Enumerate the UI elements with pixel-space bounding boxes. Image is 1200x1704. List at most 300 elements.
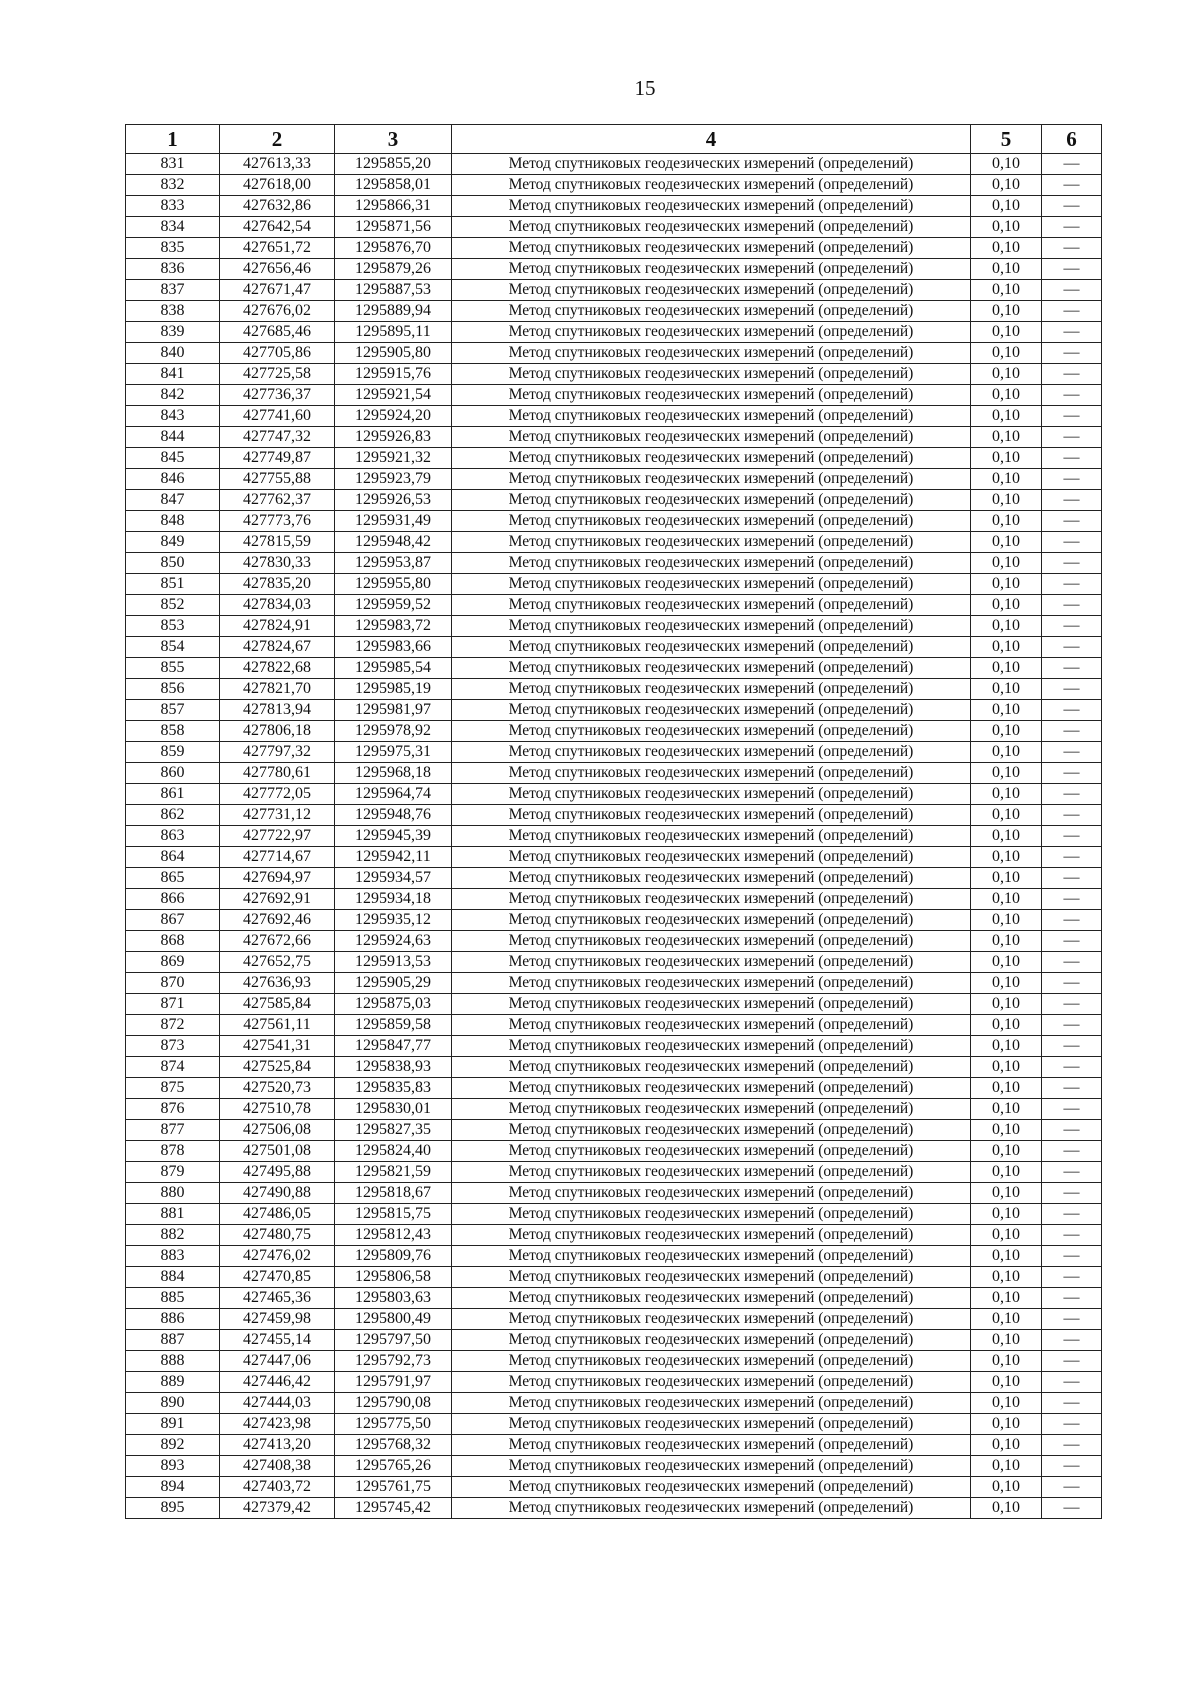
x-coordinate-cell: 427685,46	[220, 322, 335, 343]
note-cell: —	[1042, 427, 1102, 448]
point-number-cell: 889	[126, 1372, 220, 1393]
accuracy-cell: 0,10	[971, 217, 1042, 238]
method-cell: Метод спутниковых геодезических измерений (определений)	[452, 1309, 971, 1330]
method-cell: Метод спутниковых геодезических измерений (определений)	[452, 364, 971, 385]
point-number-cell: 860	[126, 763, 220, 784]
table-row	[126, 217, 1102, 238]
column-header-method: 4	[452, 125, 971, 154]
x-coordinate-cell: 427797,32	[220, 742, 335, 763]
table-row	[126, 1477, 1102, 1498]
table-row	[126, 301, 1102, 322]
table-row	[126, 1162, 1102, 1183]
point-number-cell: 855	[126, 658, 220, 679]
method-cell: Метод спутниковых геодезических измерений (определений)	[452, 973, 971, 994]
point-number-cell: 890	[126, 1393, 220, 1414]
table-row	[126, 679, 1102, 700]
note-cell: —	[1042, 805, 1102, 826]
point-number-cell: 868	[126, 931, 220, 952]
x-coordinate-cell: 427651,72	[220, 238, 335, 259]
table-row	[126, 700, 1102, 721]
y-coordinate-cell: 1295942,11	[335, 847, 452, 868]
accuracy-cell: 0,10	[971, 1015, 1042, 1036]
y-coordinate-cell: 1295926,53	[335, 490, 452, 511]
note-cell: —	[1042, 1372, 1102, 1393]
accuracy-cell: 0,10	[971, 1498, 1042, 1519]
x-coordinate-cell: 427613,33	[220, 154, 335, 175]
note-cell: —	[1042, 826, 1102, 847]
point-number-cell: 859	[126, 742, 220, 763]
note-cell: —	[1042, 301, 1102, 322]
method-cell: Метод спутниковых геодезических измерений (определений)	[452, 1267, 971, 1288]
point-number-cell: 883	[126, 1246, 220, 1267]
table-row	[126, 1246, 1102, 1267]
y-coordinate-cell: 1295775,50	[335, 1414, 452, 1435]
accuracy-cell: 0,10	[971, 1330, 1042, 1351]
x-coordinate-cell: 427446,42	[220, 1372, 335, 1393]
table-row	[126, 1267, 1102, 1288]
x-coordinate-cell: 427749,87	[220, 448, 335, 469]
accuracy-cell: 0,10	[971, 637, 1042, 658]
method-cell: Метод спутниковых геодезических измерений (определений)	[452, 763, 971, 784]
y-coordinate-cell: 1295859,58	[335, 1015, 452, 1036]
y-coordinate-cell: 1295955,80	[335, 574, 452, 595]
y-coordinate-cell: 1295985,19	[335, 679, 452, 700]
note-cell: —	[1042, 889, 1102, 910]
note-cell: —	[1042, 1414, 1102, 1435]
method-cell: Метод спутниковых геодезических измерений (определений)	[452, 1288, 971, 1309]
note-cell: —	[1042, 910, 1102, 931]
table-row	[126, 1141, 1102, 1162]
x-coordinate-cell: 427403,72	[220, 1477, 335, 1498]
table-row	[126, 364, 1102, 385]
table-row	[126, 1414, 1102, 1435]
x-coordinate-cell: 427692,46	[220, 910, 335, 931]
accuracy-cell: 0,10	[971, 616, 1042, 637]
accuracy-cell: 0,10	[971, 469, 1042, 490]
table-row	[126, 1288, 1102, 1309]
y-coordinate-cell: 1295975,31	[335, 742, 452, 763]
accuracy-cell: 0,10	[971, 1204, 1042, 1225]
point-number-cell: 882	[126, 1225, 220, 1246]
y-coordinate-cell: 1295790,08	[335, 1393, 452, 1414]
method-cell: Метод спутниковых геодезических измерений (определений)	[452, 889, 971, 910]
note-cell: —	[1042, 448, 1102, 469]
y-coordinate-cell: 1295905,29	[335, 973, 452, 994]
note-cell: —	[1042, 952, 1102, 973]
x-coordinate-cell: 427822,68	[220, 658, 335, 679]
table-row	[126, 406, 1102, 427]
x-coordinate-cell: 427618,00	[220, 175, 335, 196]
y-coordinate-cell: 1295815,75	[335, 1204, 452, 1225]
accuracy-cell: 0,10	[971, 154, 1042, 175]
method-cell: Метод спутниковых геодезических измерений (определений)	[452, 1498, 971, 1519]
point-number-cell: 839	[126, 322, 220, 343]
table-row	[126, 1225, 1102, 1246]
table-row	[126, 1036, 1102, 1057]
point-number-cell: 874	[126, 1057, 220, 1078]
accuracy-cell: 0,10	[971, 847, 1042, 868]
accuracy-cell: 0,10	[971, 1099, 1042, 1120]
x-coordinate-cell: 427694,97	[220, 868, 335, 889]
method-cell: Метод спутниковых геодезических измерений (определений)	[452, 847, 971, 868]
method-cell: Метод спутниковых геодезических измерений (определений)	[452, 805, 971, 826]
table-row	[126, 343, 1102, 364]
y-coordinate-cell: 1295821,59	[335, 1162, 452, 1183]
column-header-x-coordinate: 2	[220, 125, 335, 154]
column-header-point-number: 1	[126, 125, 220, 154]
method-cell: Метод спутниковых геодезических измерений (определений)	[452, 1477, 971, 1498]
note-cell: —	[1042, 595, 1102, 616]
y-coordinate-cell: 1295983,66	[335, 637, 452, 658]
x-coordinate-cell: 427480,75	[220, 1225, 335, 1246]
x-coordinate-cell: 427747,32	[220, 427, 335, 448]
note-cell: —	[1042, 1162, 1102, 1183]
y-coordinate-cell: 1295871,56	[335, 217, 452, 238]
point-number-cell: 850	[126, 553, 220, 574]
method-cell: Метод спутниковых геодезических измерений (определений)	[452, 910, 971, 931]
y-coordinate-cell: 1295895,11	[335, 322, 452, 343]
point-number-cell: 842	[126, 385, 220, 406]
column-header-note: 6	[1042, 125, 1102, 154]
y-coordinate-cell: 1295985,54	[335, 658, 452, 679]
y-coordinate-cell: 1295818,67	[335, 1183, 452, 1204]
y-coordinate-cell: 1295887,53	[335, 280, 452, 301]
accuracy-cell: 0,10	[971, 238, 1042, 259]
table-row	[126, 511, 1102, 532]
note-cell: —	[1042, 973, 1102, 994]
x-coordinate-cell: 427636,93	[220, 973, 335, 994]
x-coordinate-cell: 427490,88	[220, 1183, 335, 1204]
accuracy-cell: 0,10	[971, 1057, 1042, 1078]
x-coordinate-cell: 427824,91	[220, 616, 335, 637]
method-cell: Метод спутниковых геодезических измерений (определений)	[452, 280, 971, 301]
point-number-cell: 862	[126, 805, 220, 826]
y-coordinate-cell: 1295905,80	[335, 343, 452, 364]
y-coordinate-cell: 1295875,03	[335, 994, 452, 1015]
y-coordinate-cell: 1295830,01	[335, 1099, 452, 1120]
method-cell: Метод спутниковых геодезических измерений (определений)	[452, 1099, 971, 1120]
note-cell: —	[1042, 721, 1102, 742]
point-number-cell: 873	[126, 1036, 220, 1057]
x-coordinate-cell: 427656,46	[220, 259, 335, 280]
x-coordinate-cell: 427447,06	[220, 1351, 335, 1372]
accuracy-cell: 0,10	[971, 889, 1042, 910]
accuracy-cell: 0,10	[971, 700, 1042, 721]
method-cell: Метод спутниковых геодезических измерений (определений)	[452, 1183, 971, 1204]
accuracy-cell: 0,10	[971, 805, 1042, 826]
note-cell: —	[1042, 322, 1102, 343]
note-cell: —	[1042, 259, 1102, 280]
accuracy-cell: 0,10	[971, 1183, 1042, 1204]
point-number-cell: 887	[126, 1330, 220, 1351]
accuracy-cell: 0,10	[971, 1456, 1042, 1477]
y-coordinate-cell: 1295921,32	[335, 448, 452, 469]
method-cell: Метод спутниковых геодезических измерений (определений)	[452, 637, 971, 658]
accuracy-cell: 0,10	[971, 1267, 1042, 1288]
note-cell: —	[1042, 1078, 1102, 1099]
note-cell: —	[1042, 1330, 1102, 1351]
accuracy-cell: 0,10	[971, 721, 1042, 742]
note-cell: —	[1042, 763, 1102, 784]
note-cell: —	[1042, 1099, 1102, 1120]
x-coordinate-cell: 427755,88	[220, 469, 335, 490]
point-number-cell: 876	[126, 1099, 220, 1120]
method-cell: Метод спутниковых геодезических измерений (определений)	[452, 721, 971, 742]
method-cell: Метод спутниковых геодезических измерений (определений)	[452, 1435, 971, 1456]
note-cell: —	[1042, 1057, 1102, 1078]
point-number-cell: 866	[126, 889, 220, 910]
table-row	[126, 1372, 1102, 1393]
accuracy-cell: 0,10	[971, 1435, 1042, 1456]
method-cell: Метод спутниковых геодезических измерений (определений)	[452, 1078, 971, 1099]
note-cell: —	[1042, 616, 1102, 637]
y-coordinate-cell: 1295835,83	[335, 1078, 452, 1099]
note-cell: —	[1042, 931, 1102, 952]
point-number-cell: 865	[126, 868, 220, 889]
accuracy-cell: 0,10	[971, 1477, 1042, 1498]
note-cell: —	[1042, 511, 1102, 532]
column-header-y-coordinate: 3	[335, 125, 452, 154]
y-coordinate-cell: 1295876,70	[335, 238, 452, 259]
method-cell: Метод спутниковых геодезических измерений (определений)	[452, 1036, 971, 1057]
table-row	[126, 553, 1102, 574]
point-number-cell: 888	[126, 1351, 220, 1372]
method-cell: Метод спутниковых геодезических измерений (определений)	[452, 553, 971, 574]
x-coordinate-cell: 427459,98	[220, 1309, 335, 1330]
point-number-cell: 895	[126, 1498, 220, 1519]
x-coordinate-cell: 427672,66	[220, 931, 335, 952]
note-cell: —	[1042, 994, 1102, 1015]
method-cell: Метод спутниковых геодезических измерений (определений)	[452, 1330, 971, 1351]
x-coordinate-cell: 427736,37	[220, 385, 335, 406]
accuracy-cell: 0,10	[971, 574, 1042, 595]
point-number-cell: 852	[126, 595, 220, 616]
accuracy-cell: 0,10	[971, 1414, 1042, 1435]
x-coordinate-cell: 427541,31	[220, 1036, 335, 1057]
accuracy-cell: 0,10	[971, 343, 1042, 364]
y-coordinate-cell: 1295935,12	[335, 910, 452, 931]
y-coordinate-cell: 1295838,93	[335, 1057, 452, 1078]
y-coordinate-cell: 1295792,73	[335, 1351, 452, 1372]
method-cell: Метод спутниковых геодезических измерений (определений)	[452, 952, 971, 973]
accuracy-cell: 0,10	[971, 1141, 1042, 1162]
accuracy-cell: 0,10	[971, 1393, 1042, 1414]
accuracy-cell: 0,10	[971, 1246, 1042, 1267]
point-number-cell: 875	[126, 1078, 220, 1099]
y-coordinate-cell: 1295915,76	[335, 364, 452, 385]
point-number-cell: 857	[126, 700, 220, 721]
y-coordinate-cell: 1295959,52	[335, 595, 452, 616]
y-coordinate-cell: 1295913,53	[335, 952, 452, 973]
y-coordinate-cell: 1295797,50	[335, 1330, 452, 1351]
x-coordinate-cell: 427501,08	[220, 1141, 335, 1162]
note-cell: —	[1042, 1246, 1102, 1267]
table-row	[126, 637, 1102, 658]
y-coordinate-cell: 1295964,74	[335, 784, 452, 805]
method-cell: Метод спутниковых геодезических измерений (определений)	[452, 868, 971, 889]
accuracy-cell: 0,10	[971, 763, 1042, 784]
point-number-cell: 886	[126, 1309, 220, 1330]
table-row	[126, 1435, 1102, 1456]
method-cell: Метод спутниковых геодезических измерений (определений)	[452, 385, 971, 406]
x-coordinate-cell: 427813,94	[220, 700, 335, 721]
note-cell: —	[1042, 1204, 1102, 1225]
note-cell: —	[1042, 1267, 1102, 1288]
table-row	[126, 952, 1102, 973]
y-coordinate-cell: 1295968,18	[335, 763, 452, 784]
table-row	[126, 1309, 1102, 1330]
y-coordinate-cell: 1295812,43	[335, 1225, 452, 1246]
note-cell: —	[1042, 784, 1102, 805]
note-cell: —	[1042, 1183, 1102, 1204]
accuracy-cell: 0,10	[971, 784, 1042, 805]
point-number-cell: 871	[126, 994, 220, 1015]
table-row	[126, 595, 1102, 616]
accuracy-cell: 0,10	[971, 931, 1042, 952]
table-row	[126, 1057, 1102, 1078]
point-number-cell: 837	[126, 280, 220, 301]
x-coordinate-cell: 427495,88	[220, 1162, 335, 1183]
x-coordinate-cell: 427671,47	[220, 280, 335, 301]
table-row	[126, 1120, 1102, 1141]
point-number-cell: 872	[126, 1015, 220, 1036]
note-cell: —	[1042, 406, 1102, 427]
point-number-cell: 870	[126, 973, 220, 994]
method-cell: Метод спутниковых геодезических измерений (определений)	[452, 658, 971, 679]
point-number-cell: 858	[126, 721, 220, 742]
accuracy-cell: 0,10	[971, 973, 1042, 994]
table-row	[126, 1498, 1102, 1519]
note-cell: —	[1042, 154, 1102, 175]
point-number-cell: 879	[126, 1162, 220, 1183]
accuracy-cell: 0,10	[971, 826, 1042, 847]
method-cell: Метод спутниковых геодезических измерений (определений)	[452, 574, 971, 595]
note-cell: —	[1042, 553, 1102, 574]
point-number-cell: 840	[126, 343, 220, 364]
x-coordinate-cell: 427806,18	[220, 721, 335, 742]
y-coordinate-cell: 1295847,77	[335, 1036, 452, 1057]
point-number-cell: 867	[126, 910, 220, 931]
method-cell: Метод спутниковых геодезических измерений (определений)	[452, 406, 971, 427]
note-cell: —	[1042, 1141, 1102, 1162]
table-row	[126, 784, 1102, 805]
x-coordinate-cell: 427465,36	[220, 1288, 335, 1309]
note-cell: —	[1042, 238, 1102, 259]
table-row	[126, 1099, 1102, 1120]
point-number-cell: 846	[126, 469, 220, 490]
method-cell: Метод спутниковых геодезических измерений (определений)	[452, 931, 971, 952]
note-cell: —	[1042, 1477, 1102, 1498]
point-number-cell: 884	[126, 1267, 220, 1288]
method-cell: Метод спутниковых геодезических измерений (определений)	[452, 1120, 971, 1141]
method-cell: Метод спутниковых геодезических измерений (определений)	[452, 616, 971, 637]
method-cell: Метод спутниковых геодезических измерений (определений)	[452, 1372, 971, 1393]
method-cell: Метод спутниковых геодезических измерений (определений)	[452, 301, 971, 322]
x-coordinate-cell: 427815,59	[220, 532, 335, 553]
method-cell: Метод спутниковых геодезических измерений (определений)	[452, 238, 971, 259]
y-coordinate-cell: 1295768,32	[335, 1435, 452, 1456]
table-row	[126, 259, 1102, 280]
method-cell: Метод спутниковых геодезических измерений (определений)	[452, 322, 971, 343]
point-number-cell: 844	[126, 427, 220, 448]
x-coordinate-cell: 427506,08	[220, 1120, 335, 1141]
y-coordinate-cell: 1295926,83	[335, 427, 452, 448]
y-coordinate-cell: 1295879,26	[335, 259, 452, 280]
table-row	[126, 469, 1102, 490]
x-coordinate-cell: 427520,73	[220, 1078, 335, 1099]
table-row	[126, 238, 1102, 259]
point-number-cell: 880	[126, 1183, 220, 1204]
method-cell: Метод спутниковых геодезических измерений (определений)	[452, 469, 971, 490]
x-coordinate-cell: 427423,98	[220, 1414, 335, 1435]
note-cell: —	[1042, 1435, 1102, 1456]
accuracy-cell: 0,10	[971, 385, 1042, 406]
accuracy-cell: 0,10	[971, 511, 1042, 532]
y-coordinate-cell: 1295866,31	[335, 196, 452, 217]
x-coordinate-cell: 427652,75	[220, 952, 335, 973]
note-cell: —	[1042, 868, 1102, 889]
accuracy-cell: 0,10	[971, 679, 1042, 700]
point-number-cell: 847	[126, 490, 220, 511]
accuracy-cell: 0,10	[971, 910, 1042, 931]
x-coordinate-cell: 427455,14	[220, 1330, 335, 1351]
point-number-cell: 836	[126, 259, 220, 280]
method-cell: Метод спутниковых геодезических измерений (определений)	[452, 154, 971, 175]
note-cell: —	[1042, 532, 1102, 553]
method-cell: Метод спутниковых геодезических измерений (определений)	[452, 196, 971, 217]
point-number-cell: 893	[126, 1456, 220, 1477]
x-coordinate-cell: 427470,85	[220, 1267, 335, 1288]
point-number-cell: 861	[126, 784, 220, 805]
point-number-cell: 892	[126, 1435, 220, 1456]
y-coordinate-cell: 1295824,40	[335, 1141, 452, 1162]
note-cell: —	[1042, 1393, 1102, 1414]
point-number-cell: 863	[126, 826, 220, 847]
x-coordinate-cell: 427585,84	[220, 994, 335, 1015]
note-cell: —	[1042, 217, 1102, 238]
x-coordinate-cell: 427731,12	[220, 805, 335, 826]
x-coordinate-cell: 427486,05	[220, 1204, 335, 1225]
method-cell: Метод спутниковых геодезических измерений (определений)	[452, 343, 971, 364]
method-cell: Метод спутниковых геодезических измерений (определений)	[452, 700, 971, 721]
point-number-cell: 877	[126, 1120, 220, 1141]
point-number-cell: 849	[126, 532, 220, 553]
method-cell: Метод спутниковых геодезических измерений (определений)	[452, 1141, 971, 1162]
method-cell: Метод спутниковых геодезических измерений (определений)	[452, 217, 971, 238]
method-cell: Метод спутниковых геодезических измерений (определений)	[452, 1351, 971, 1372]
x-coordinate-cell: 427725,58	[220, 364, 335, 385]
note-cell: —	[1042, 469, 1102, 490]
table-row	[126, 1330, 1102, 1351]
note-cell: —	[1042, 364, 1102, 385]
table-row	[126, 427, 1102, 448]
table-row	[126, 448, 1102, 469]
accuracy-cell: 0,10	[971, 595, 1042, 616]
accuracy-cell: 0,10	[971, 994, 1042, 1015]
table-row	[126, 805, 1102, 826]
method-cell: Метод спутниковых геодезических измерений (определений)	[452, 1393, 971, 1414]
x-coordinate-cell: 427821,70	[220, 679, 335, 700]
y-coordinate-cell: 1295889,94	[335, 301, 452, 322]
x-coordinate-cell: 427834,03	[220, 595, 335, 616]
note-cell: —	[1042, 1309, 1102, 1330]
point-number-cell: 878	[126, 1141, 220, 1162]
y-coordinate-cell: 1295921,54	[335, 385, 452, 406]
point-number-cell: 834	[126, 217, 220, 238]
method-cell: Метод спутниковых геодезических измерений (определений)	[452, 490, 971, 511]
column-header-accuracy: 5	[971, 125, 1042, 154]
note-cell: —	[1042, 385, 1102, 406]
